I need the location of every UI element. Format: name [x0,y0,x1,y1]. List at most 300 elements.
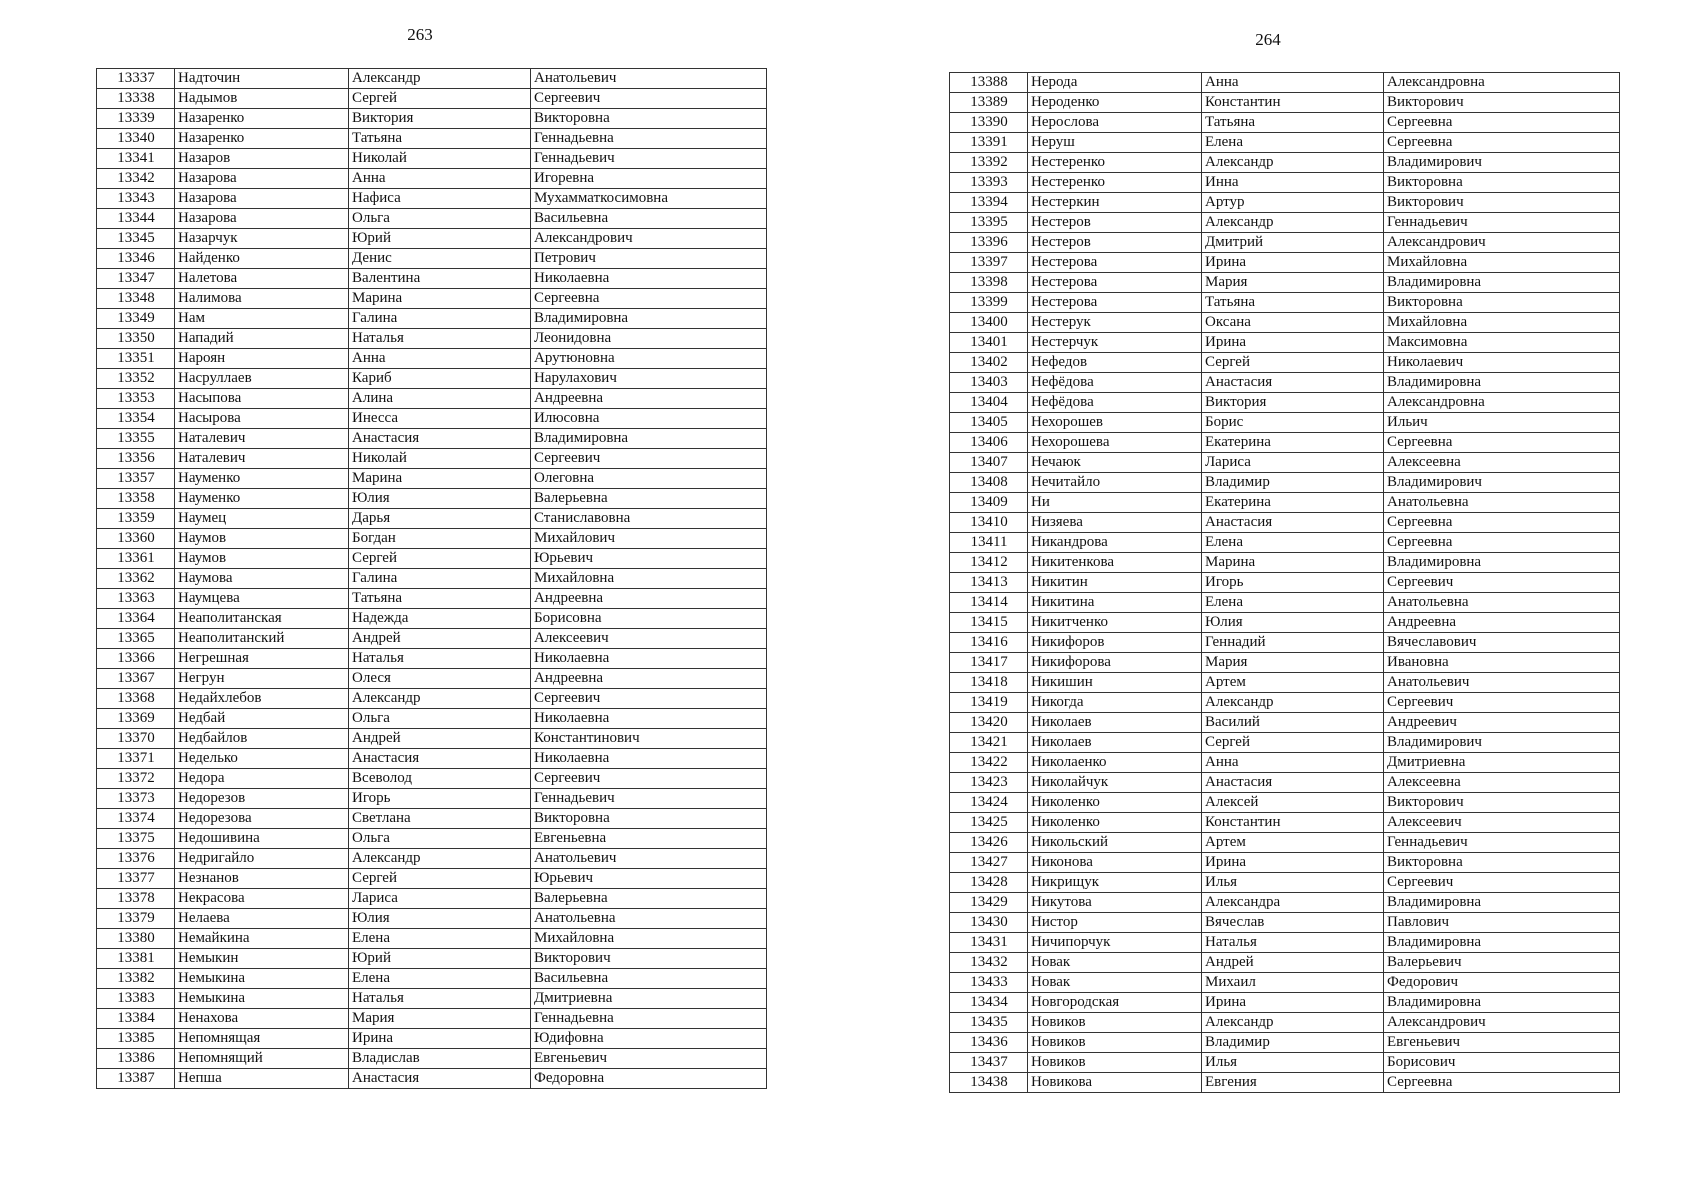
row-number-cell: 13392 [950,153,1028,173]
row-number-cell: 13413 [950,573,1028,593]
first-name-cell: Мария [349,1009,531,1029]
last-name-cell: Недайхлебов [175,689,349,709]
last-name-cell: Недбай [175,709,349,729]
last-name-cell: Насруллаев [175,369,349,389]
last-name-cell: Никишин [1028,673,1202,693]
row-number-cell: 13396 [950,233,1028,253]
table-row [950,813,1620,833]
patronymic-cell: Нарулахович [531,369,767,389]
patronymic-cell: Сергеевна [1384,433,1620,453]
row-number-cell: 13409 [950,493,1028,513]
row-number-cell: 13369 [97,709,175,729]
table-row [97,329,767,349]
patronymic-cell: Сергеевна [1384,533,1620,553]
patronymic-cell: Илюсовна [531,409,767,429]
patronymic-cell: Владимировна [1384,553,1620,573]
patronymic-cell: Борисовна [531,609,767,629]
first-name-cell: Нафиса [349,189,531,209]
row-number-cell: 13401 [950,333,1028,353]
row-number-cell: 13397 [950,253,1028,273]
last-name-cell: Нападий [175,329,349,349]
last-name-cell: Никрищук [1028,873,1202,893]
row-number-cell: 13363 [97,589,175,609]
patronymic-cell: Константинович [531,729,767,749]
first-name-cell: Надежда [349,609,531,629]
table-row [97,949,767,969]
row-number-cell: 13365 [97,629,175,649]
first-name-cell: Алина [349,389,531,409]
last-name-cell: Неаполитанский [175,629,349,649]
row-number-cell: 13421 [950,733,1028,753]
first-name-cell: Сергей [349,89,531,109]
first-name-cell: Ирина [349,1029,531,1049]
row-number-cell: 13366 [97,649,175,669]
first-name-cell: Сергей [1202,353,1384,373]
table-row [97,69,767,89]
patronymic-cell: Петрович [531,249,767,269]
first-name-cell: Марина [1202,553,1384,573]
first-name-cell: Геннадий [1202,633,1384,653]
last-name-cell: Назарова [175,169,349,189]
row-number-cell: 13386 [97,1049,175,1069]
first-name-cell: Анастасия [349,1069,531,1089]
table-row [97,689,767,709]
row-number-cell: 13364 [97,609,175,629]
last-name-cell: Наумец [175,509,349,529]
patronymic-cell: Михайловна [531,569,767,589]
first-name-cell: Константин [1202,93,1384,113]
first-name-cell: Михаил [1202,973,1384,993]
table-row [950,333,1620,353]
table-row [97,149,767,169]
first-name-cell: Олеся [349,669,531,689]
row-number-cell: 13426 [950,833,1028,853]
first-name-cell: Богдан [349,529,531,549]
last-name-cell: Новгородская [1028,993,1202,1013]
row-number-cell: 13337 [97,69,175,89]
row-number-cell: 13351 [97,349,175,369]
last-name-cell: Нам [175,309,349,329]
patronymic-cell: Сергеевна [1384,513,1620,533]
last-name-cell: Неаполитанская [175,609,349,629]
row-number-cell: 13378 [97,889,175,909]
first-name-cell: Николай [349,449,531,469]
table-row [97,1069,767,1089]
page-number-left: 263 [407,25,433,44]
table-row [950,233,1620,253]
last-name-cell: Назаренко [175,129,349,149]
row-number-cell: 13436 [950,1033,1028,1053]
table-row [950,513,1620,533]
patronymic-cell: Дмитриевна [531,989,767,1009]
last-name-cell: Никольский [1028,833,1202,853]
table-row [950,733,1620,753]
table-row [97,109,767,129]
table-row [950,873,1620,893]
patronymic-cell: Владимировна [1384,373,1620,393]
last-name-cell: Нестеров [1028,213,1202,233]
first-name-cell: Денис [349,249,531,269]
patronymic-cell: Васильевна [531,209,767,229]
table-row [97,589,767,609]
first-name-cell: Анастасия [1202,373,1384,393]
patronymic-cell: Николаевна [531,709,767,729]
last-name-cell: Новак [1028,973,1202,993]
row-number-cell: 13394 [950,193,1028,213]
first-name-cell: Лариса [349,889,531,909]
last-name-cell: Ненахова [175,1009,349,1029]
patronymic-cell: Владимировна [1384,273,1620,293]
patronymic-cell: Михайлович [531,529,767,549]
table-row [950,653,1620,673]
first-name-cell: Владимир [1202,473,1384,493]
row-number-cell: 13399 [950,293,1028,313]
table-row [97,809,767,829]
patronymic-cell: Андреевич [1384,713,1620,733]
last-name-cell: Налетова [175,269,349,289]
patronymic-cell: Борисович [1384,1053,1620,1073]
first-name-cell: Николай [349,149,531,169]
first-name-cell: Александр [349,69,531,89]
row-number-cell: 13388 [950,73,1028,93]
row-number-cell: 13356 [97,449,175,469]
first-name-cell: Андрей [349,729,531,749]
table-row [97,789,767,809]
row-number-cell: 13417 [950,653,1028,673]
first-name-cell: Игорь [349,789,531,809]
last-name-cell: Новиков [1028,1053,1202,1073]
row-number-cell: 13431 [950,933,1028,953]
first-name-cell: Александр [1202,213,1384,233]
row-number-cell: 13340 [97,129,175,149]
table-row [950,793,1620,813]
patronymic-cell: Викторовна [531,809,767,829]
row-number-cell: 13389 [950,93,1028,113]
patronymic-cell: Павлович [1384,913,1620,933]
table-row [97,489,767,509]
first-name-cell: Александр [349,849,531,869]
last-name-cell: Нистор [1028,913,1202,933]
patronymic-cell: Геннадьевна [531,129,767,149]
row-number-cell: 13405 [950,413,1028,433]
row-number-cell: 13429 [950,893,1028,913]
table-row [950,413,1620,433]
first-name-cell: Борис [1202,413,1384,433]
last-name-cell: Недорезов [175,789,349,809]
last-name-cell: Никогда [1028,693,1202,713]
row-number-cell: 13338 [97,89,175,109]
row-number-cell: 13344 [97,209,175,229]
last-name-cell: Нероденко [1028,93,1202,113]
last-name-cell: Нехорошев [1028,413,1202,433]
last-name-cell: Назарова [175,189,349,209]
first-name-cell: Валентина [349,269,531,289]
row-number-cell: 13382 [97,969,175,989]
first-name-cell: Евгения [1202,1073,1384,1093]
first-name-cell: Алексей [1202,793,1384,813]
table-row [97,729,767,749]
row-number-cell: 13375 [97,829,175,849]
row-number-cell: 13395 [950,213,1028,233]
row-number-cell: 13358 [97,489,175,509]
last-name-cell: Нелаева [175,909,349,929]
table-row [97,369,767,389]
table-row [97,429,767,449]
row-number-cell: 13416 [950,633,1028,653]
row-number-cell: 13410 [950,513,1028,533]
last-name-cell: Ни [1028,493,1202,513]
patronymic-cell: Владимировна [1384,933,1620,953]
first-name-cell: Юлия [349,909,531,929]
last-name-cell: Негрун [175,669,349,689]
row-number-cell: 13385 [97,1029,175,1049]
patronymic-cell: Евгеньевич [531,1049,767,1069]
row-number-cell: 13418 [950,673,1028,693]
first-name-cell: Галина [349,569,531,589]
first-name-cell: Анна [1202,753,1384,773]
row-number-cell: 13374 [97,809,175,829]
table-row [97,1009,767,1029]
patronymic-cell: Евгеньевич [1384,1033,1620,1053]
table-row [950,473,1620,493]
last-name-cell: Низяева [1028,513,1202,533]
table-row [97,1049,767,1069]
first-name-cell: Артур [1202,193,1384,213]
patronymic-cell: Анатольевна [1384,593,1620,613]
row-number-cell: 13367 [97,669,175,689]
table-row [950,913,1620,933]
last-name-cell: Надточин [175,69,349,89]
patronymic-cell: Геннадьевич [1384,213,1620,233]
patronymic-cell: Дмитриевна [1384,753,1620,773]
first-name-cell: Марина [349,469,531,489]
patronymic-cell: Сергеевич [531,689,767,709]
last-name-cell: Незнанов [175,869,349,889]
table-row [950,433,1620,453]
patronymic-cell: Анатольевич [531,69,767,89]
last-name-cell: Никутова [1028,893,1202,913]
table-row [97,769,767,789]
last-name-cell: Никифоров [1028,633,1202,653]
table-row [97,629,767,649]
last-name-cell: Недорезова [175,809,349,829]
first-name-cell: Анастасия [349,749,531,769]
first-name-cell: Юлия [1202,613,1384,633]
first-name-cell: Ирина [1202,253,1384,273]
table-row [950,553,1620,573]
row-number-cell: 13437 [950,1053,1028,1073]
patronymic-cell: Сергеевич [531,449,767,469]
patronymic-cell: Михайловна [1384,253,1620,273]
table-row [97,349,767,369]
row-number-cell: 13339 [97,109,175,129]
patronymic-cell: Владимирович [1384,473,1620,493]
table-row [97,869,767,889]
last-name-cell: Недригайло [175,849,349,869]
table-row [97,249,767,269]
last-name-cell: Надымов [175,89,349,109]
row-number-cell: 13430 [950,913,1028,933]
patronymic-cell: Александровна [1384,393,1620,413]
table-row [97,449,767,469]
table-row [97,469,767,489]
first-name-cell: Дарья [349,509,531,529]
table-row [950,693,1620,713]
row-number-cell: 13380 [97,929,175,949]
table-row [950,113,1620,133]
table-row [97,749,767,769]
row-number-cell: 13435 [950,1013,1028,1033]
row-number-cell: 13424 [950,793,1028,813]
patronymic-cell: Андреевна [1384,613,1620,633]
last-name-cell: Нестерова [1028,273,1202,293]
last-name-cell: Ничипорчук [1028,933,1202,953]
first-name-cell: Светлана [349,809,531,829]
table-row [950,213,1620,233]
first-name-cell: Андрей [349,629,531,649]
table-row [950,373,1620,393]
first-name-cell: Екатерина [1202,433,1384,453]
table-row [950,93,1620,113]
last-name-cell: Немыкина [175,969,349,989]
last-name-cell: Недбайлов [175,729,349,749]
patronymic-cell: Сергеевна [1384,133,1620,153]
patronymic-cell: Анатольевич [531,849,767,869]
table-row [950,313,1620,333]
table-row [97,709,767,729]
patronymic-cell: Викторовна [1384,853,1620,873]
patronymic-cell: Геннадьевич [531,789,767,809]
table-row [97,649,767,669]
last-name-cell: Назарова [175,209,349,229]
row-number-cell: 13361 [97,549,175,569]
first-name-cell: Екатерина [1202,493,1384,513]
table-row [97,189,767,209]
table-row [950,493,1620,513]
last-name-cell: Нестерова [1028,253,1202,273]
first-name-cell: Владислав [349,1049,531,1069]
row-number-cell: 13391 [950,133,1028,153]
patronymic-cell: Максимовна [1384,333,1620,353]
first-name-cell: Елена [349,969,531,989]
first-name-cell: Мария [1202,653,1384,673]
first-name-cell: Кариб [349,369,531,389]
row-number-cell: 13346 [97,249,175,269]
first-name-cell: Ирина [1202,853,1384,873]
last-name-cell: Нестеренко [1028,173,1202,193]
patronymic-cell: Викторович [1384,793,1620,813]
row-number-cell: 13371 [97,749,175,769]
row-number-cell: 13384 [97,1009,175,1029]
row-number-cell: 13434 [950,993,1028,1013]
table-row [950,973,1620,993]
row-number-cell: 13403 [950,373,1028,393]
last-name-cell: Нерода [1028,73,1202,93]
table-row [950,353,1620,373]
last-name-cell: Наумцева [175,589,349,609]
table-row [950,713,1620,733]
row-number-cell: 13407 [950,453,1028,473]
first-name-cell: Александр [1202,693,1384,713]
row-number-cell: 13406 [950,433,1028,453]
last-name-cell: Неделько [175,749,349,769]
table-row [950,73,1620,93]
patronymic-cell: Сергеевич [1384,573,1620,593]
last-name-cell: Найденко [175,249,349,269]
table-row [950,613,1620,633]
patronymic-cell: Алексеевич [531,629,767,649]
patronymic-cell: Викторовна [1384,173,1620,193]
last-name-cell: Нестеркин [1028,193,1202,213]
patronymic-cell: Александрович [1384,233,1620,253]
first-name-cell: Александр [1202,153,1384,173]
patronymic-cell: Юдифовна [531,1029,767,1049]
patronymic-cell: Арутюновна [531,349,767,369]
patronymic-cell: Ильич [1384,413,1620,433]
first-name-cell: Василий [1202,713,1384,733]
patronymic-cell: Владимировна [531,429,767,449]
last-name-cell: Нечитайло [1028,473,1202,493]
table-row [950,153,1620,173]
row-number-cell: 13432 [950,953,1028,973]
last-name-cell: Наумова [175,569,349,589]
patronymic-cell: Федорович [1384,973,1620,993]
patronymic-cell: Сергеевна [1384,1073,1620,1093]
registry-table-right [949,72,1620,1093]
table-row [97,269,767,289]
table-row [950,673,1620,693]
first-name-cell: Владимир [1202,1033,1384,1053]
first-name-cell: Анна [349,169,531,189]
patronymic-cell: Владимировна [531,309,767,329]
last-name-cell: Никитина [1028,593,1202,613]
last-name-cell: Новиков [1028,1033,1202,1053]
patronymic-cell: Александровна [1384,73,1620,93]
table-row [97,669,767,689]
first-name-cell: Галина [349,309,531,329]
patronymic-cell: Алексеевна [1384,773,1620,793]
patronymic-cell: Васильевна [531,969,767,989]
patronymic-cell: Игоревна [531,169,767,189]
patronymic-cell: Валерьевна [531,889,767,909]
patronymic-cell: Анатольевна [531,909,767,929]
table-row [950,853,1620,873]
last-name-cell: Николаенко [1028,753,1202,773]
first-name-cell: Артем [1202,833,1384,853]
table-row [950,633,1620,653]
patronymic-cell: Юрьевич [531,869,767,889]
first-name-cell: Александра [1202,893,1384,913]
row-number-cell: 13343 [97,189,175,209]
last-name-cell: Никифорова [1028,653,1202,673]
last-name-cell: Николенко [1028,813,1202,833]
first-name-cell: Татьяна [349,589,531,609]
row-number-cell: 13427 [950,853,1028,873]
row-number-cell: 13398 [950,273,1028,293]
first-name-cell: Юрий [349,949,531,969]
first-name-cell: Виктория [349,109,531,129]
last-name-cell: Новикова [1028,1073,1202,1093]
last-name-cell: Насыпова [175,389,349,409]
first-name-cell: Наталья [349,989,531,1009]
patronymic-cell: Сергеевич [1384,873,1620,893]
patronymic-cell: Владимирович [1384,153,1620,173]
table-row [97,289,767,309]
last-name-cell: Николаев [1028,713,1202,733]
last-name-cell: Нефёдова [1028,373,1202,393]
last-name-cell: Никитченко [1028,613,1202,633]
patronymic-cell: Викторовна [531,109,767,129]
